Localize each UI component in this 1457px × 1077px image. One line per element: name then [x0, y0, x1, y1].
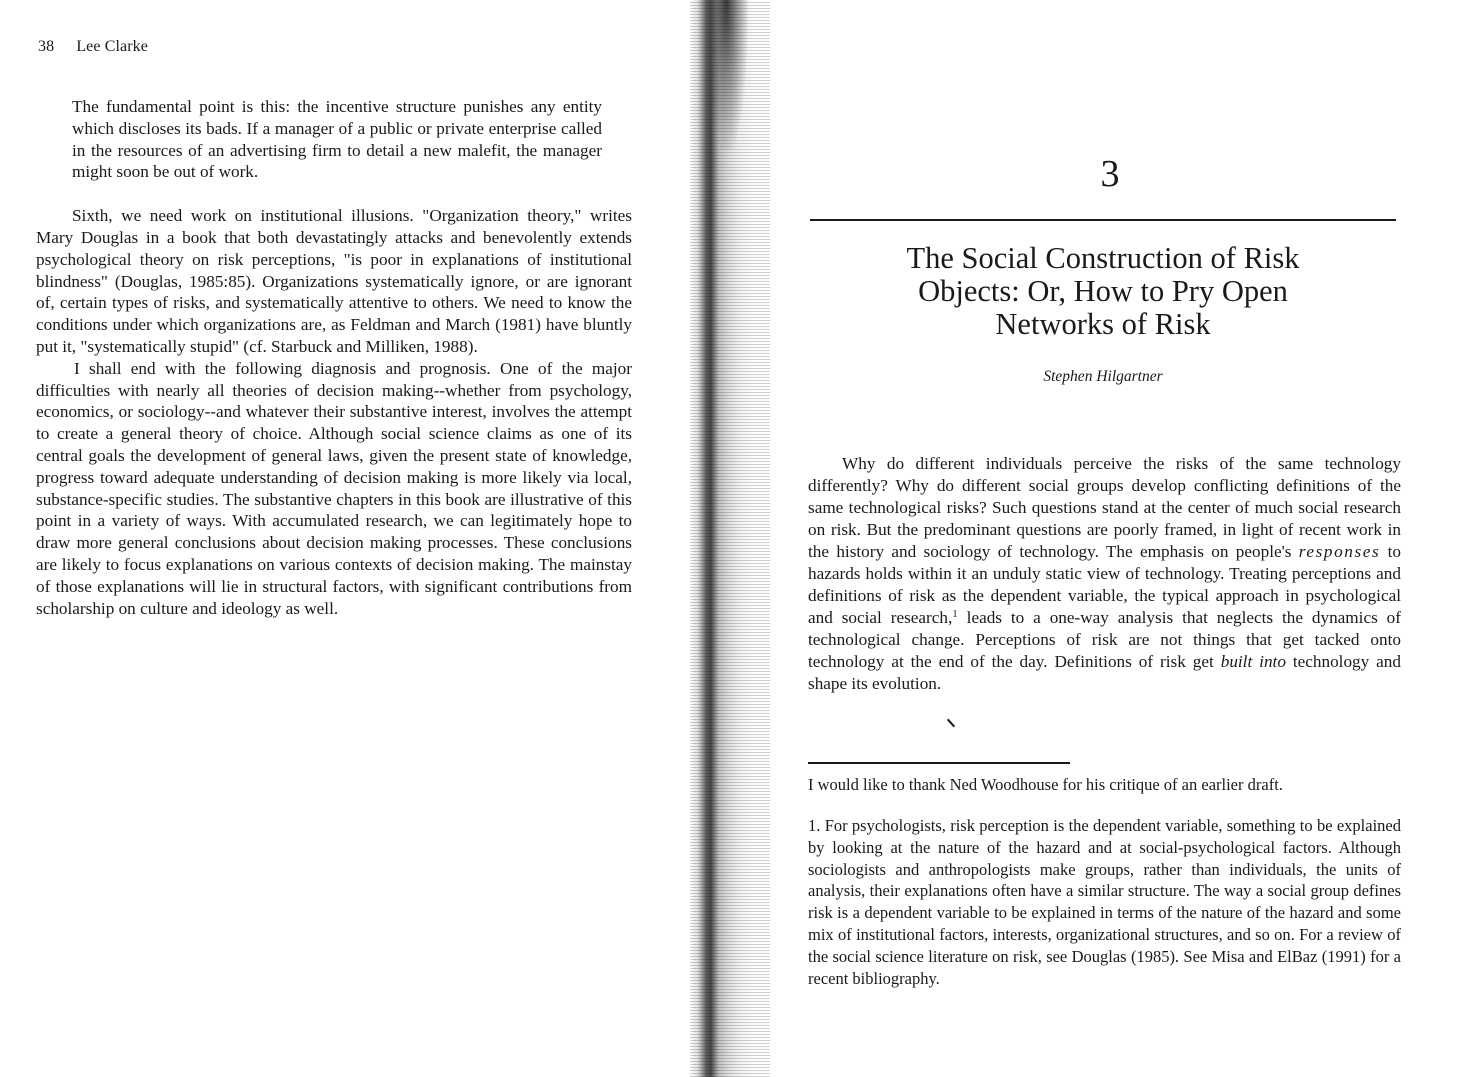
body-text-d: technology and shape its evolution. — [808, 652, 1401, 693]
opening-paragraph — [808, 453, 1401, 695]
body-text-b: to hazards holds within it an unduly static view of technology. Treating perceptions and definitions of risk as the dependent variable, the typical approach in psychological and social research, — [808, 542, 1401, 627]
running-head-author: Lee Clarke — [76, 38, 148, 55]
paragraph-institutional-illusions: Sixth, we need work on institutional illusions. "Organization theory," writes Mary Douglas in a book that both devastatingly attacks and benevolently extends psychological theory on risk perceptions, "is poor in explanations of institutional blindness" (Douglas, 1985:85). Organizations systematically ignore, or are ignorant of, certain types of risks, and systematically attentive to others. We need to know the conditions under which organizations are, as Feldman and March (1981) have bluntly put it, "systematically stupid" (cf. Starbuck and Milliken, 1988). — [36, 206, 632, 356]
left-page — [0, 0, 690, 1077]
body-text-c: leads to a one-way analysis that neglects the dynamics of technological change. Perceptions of risk are not things that get tacked onto technology at the end of the day. Definitions of risk get — [808, 608, 1401, 671]
acknowledgment-note: I would like to thank Ned Woodhouse for his critique of an earlier draft. — [808, 775, 1283, 794]
chapter-opening-body — [808, 453, 1401, 695]
stray-mark — [947, 719, 955, 728]
footnote-marker: 1 — [952, 608, 958, 620]
body-italic-built-into: built into — [1220, 652, 1286, 671]
gutter-texture — [690, 0, 770, 1077]
footnote-1 — [808, 815, 1401, 989]
chapter-rule — [810, 219, 1396, 221]
chapter-title: The Social Construction of Risk Objects: Or, How to Pry Open Networks of Risk — [906, 241, 1300, 341]
left-page-body — [36, 96, 632, 619]
binding-gutter — [690, 0, 770, 1077]
body-text-a: Why do different individuals perceive the risks of the same technology differently? Why do different social groups develop conflicting definitions of the same technological risks? Such questions stand at the center of much social research on risk. But the predominant questions are poorly framed, in light of recent work in the history and sociology of technology. The emphasis on people's — [808, 454, 1401, 561]
running-head — [38, 38, 148, 56]
chapter-author: Stephen Hilgartner — [1043, 368, 1163, 385]
footnote-rule — [808, 762, 1070, 764]
footnote-1-text: 1. For psychologists, risk perception is the dependent variable, something to be explained by looking at the nature of the hazard and at social-psychological factors. Although sociologists and anthropologists make groups, rather than individuals, the units of analysis, their explanations often have a similar structure. The way a social group defines risk is a dependent variable to be explained in terms of the nature of the hazard and some mix of institutional factors, interests, organizational structures, and so on. For a review of the social science literature on risk, see Douglas (1985). See Misa and ElBaz (1991) for a recent bibliography. — [808, 816, 1401, 988]
paragraph-diagnosis: I shall end with the following diagnosis and prognosis. One of the major difficulties with nearly all theories of decision making--whether from psychology, economics, or sociology--and whatever their substantive interest, involves the attempt to create a general theory of choice. Although social science claims as one of its central goals the development of general laws, given the present state of knowledge, progress toward adequate understanding of decision making is more likely via local, substance-specific studies. The substantive chapters in this book are illustrative of this point in a variety of ways. With accumulated research, we can legitimately hope to draw more general conclusions about decision making processes. These conclusions are likely to focus explanations on various contexts of decision making. The mainstay of those explanations will lie in structural factors, with significant contributions from scholarship on culture and ideology as well. — [36, 358, 632, 618]
right-page — [770, 0, 1457, 1077]
body-italic-responses: responses — [1298, 542, 1381, 561]
chapter-number: 3 — [1100, 153, 1120, 195]
block-quote: The fundamental point is this: the incentive structure punishes any entity which discloses its bads. If a manager of a public or private enterprise called in the resources of an advertising firm to detail a new malefit, the manager might soon be out of work. — [72, 97, 602, 182]
page-number: 38 — [38, 38, 55, 55]
